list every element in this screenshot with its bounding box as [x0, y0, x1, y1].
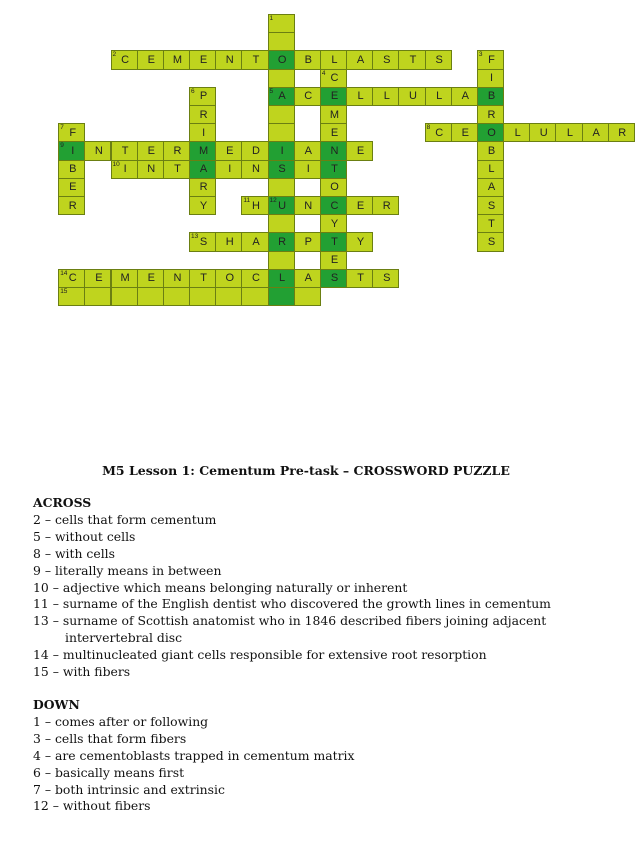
- grid-cell: [163, 141, 190, 160]
- cell-letter: A: [487, 181, 496, 194]
- cell-letter: Y: [356, 235, 365, 248]
- clue-number: 3: [478, 51, 483, 59]
- cell-letter: A: [304, 144, 312, 157]
- cell-letter: N: [173, 272, 182, 285]
- grid-cell: [294, 269, 321, 288]
- clue-across-9: 9 – literally means in between: [33, 562, 222, 578]
- grid-cell: [215, 287, 242, 306]
- clue-down-12: 12 – without fibers: [33, 798, 151, 814]
- grid-cell: [241, 196, 268, 215]
- grid-cell: [477, 50, 504, 69]
- grid-cell: [84, 287, 111, 306]
- cell-letter: L: [566, 126, 574, 139]
- cell-letter: U: [278, 199, 287, 212]
- cell-letter: R: [199, 108, 208, 121]
- down-heading: DOWN: [33, 697, 80, 712]
- grid-cell: [58, 196, 85, 215]
- grid-cell: [477, 141, 504, 160]
- grid-cell: [320, 196, 347, 215]
- cell-letter: T: [331, 163, 338, 176]
- clue-down-7: 7 – both intrinsic and extrinsic: [33, 781, 225, 797]
- grid-cell: [58, 141, 85, 160]
- grid-cell: [477, 232, 504, 251]
- page-title: M5 Lesson 1: Cementum Pre-task – CROSSWORD PUZZLE: [102, 463, 510, 478]
- clue-across-13: 13 – surname of Scottish anatomist who in 1846 described fibers joining adjacent: [33, 613, 547, 629]
- grid-cell: [137, 287, 164, 306]
- grid-cell: [137, 269, 164, 288]
- grid-cell: [241, 269, 268, 288]
- grid-cell: [241, 287, 268, 306]
- cell-letter: L: [331, 53, 338, 66]
- cell-letter: B: [487, 144, 496, 157]
- grid-cell: [346, 87, 373, 106]
- cell-letter: O: [487, 126, 496, 139]
- grid-cell: [137, 50, 164, 69]
- cell-letter: S: [435, 53, 443, 66]
- grid-cell: [58, 287, 85, 306]
- clue-across-15: 15 – with fibers: [33, 664, 131, 680]
- cell-letter: S: [330, 272, 339, 285]
- grid-cell: [477, 123, 504, 142]
- grid-cell: [320, 232, 347, 251]
- grid-cell: [268, 196, 295, 215]
- grid-cell: [372, 50, 399, 69]
- grid-cell: [189, 123, 216, 142]
- clue-number: 14: [60, 269, 68, 277]
- cell-letter: E: [69, 181, 77, 194]
- cell-letter: A: [356, 53, 365, 66]
- grid-cell: [268, 87, 295, 106]
- cell-letter: E: [330, 254, 339, 267]
- grid-cell: [241, 160, 268, 179]
- grid-cell: [320, 123, 347, 142]
- grid-cell: [582, 123, 609, 142]
- cell-letter: A: [278, 90, 286, 103]
- grid-cell: [425, 123, 452, 142]
- grid-cell: [111, 287, 138, 306]
- cell-letter: R: [199, 181, 208, 194]
- grid-cell: [320, 178, 347, 197]
- cell-letter: C: [252, 272, 260, 285]
- clue-number: 11: [243, 197, 251, 204]
- cell-letter: I: [280, 144, 284, 157]
- cell-letter: R: [68, 199, 77, 212]
- grid-cell: [215, 141, 242, 160]
- grid-cell: [320, 269, 347, 288]
- cell-letter: H: [225, 235, 234, 248]
- clue-across-2: 2 – cells that form cementum: [33, 511, 217, 527]
- grid-cell: [111, 50, 138, 69]
- clue-number: 1: [269, 15, 274, 22]
- cell-letter: N: [225, 53, 234, 66]
- grid-cell: [398, 50, 425, 69]
- grid-cell: [215, 50, 242, 69]
- cell-letter: I: [306, 163, 310, 176]
- cell-letter: S: [383, 53, 391, 66]
- cell-letter: R: [382, 199, 391, 212]
- cell-letter: N: [330, 144, 339, 157]
- cell-letter: N: [147, 163, 156, 176]
- cell-letter: Y: [199, 199, 208, 212]
- cell-letter: E: [330, 90, 339, 103]
- grid-cell: [294, 87, 321, 106]
- clue-down-1: 1 – comes after or following: [33, 713, 209, 729]
- grid-cell: [189, 196, 216, 215]
- cell-letter: N: [252, 163, 260, 176]
- grid-cell: [189, 287, 216, 306]
- grid-cell: [268, 251, 295, 270]
- clue-across-8: 8 – with cells: [33, 545, 115, 561]
- grid-cell: [111, 269, 138, 288]
- grid-cell: [320, 141, 347, 160]
- grid-cell: [215, 269, 242, 288]
- cell-letter: O: [225, 272, 235, 285]
- grid-cell: [268, 69, 295, 88]
- cell-letter: I: [202, 126, 206, 139]
- cell-letter: E: [199, 53, 208, 66]
- cell-letter: E: [356, 144, 365, 157]
- across-heading: ACROSS: [33, 495, 92, 510]
- grid-cell: [241, 232, 268, 251]
- cell-letter: E: [147, 53, 155, 66]
- grid-cell: [163, 160, 190, 179]
- cell-letter: N: [94, 144, 103, 157]
- clue-down-3: 3 – cells that form fibers: [33, 730, 187, 746]
- cell-letter: F: [69, 126, 77, 139]
- grid-cell: [189, 178, 216, 197]
- grid-cell: [346, 232, 373, 251]
- cell-letter: A: [592, 126, 600, 139]
- cell-letter: E: [461, 126, 469, 139]
- cell-letter: C: [435, 126, 444, 139]
- grid-cell: [268, 287, 295, 306]
- grid-cell: [320, 50, 347, 69]
- grid-cell: [320, 251, 347, 270]
- grid-cell: [268, 141, 295, 160]
- clue-across-11: 11 – surname of the English dentist who discovered the growth lines in cementum: [33, 596, 551, 612]
- grid-cell: [425, 87, 452, 106]
- cell-letter: T: [121, 144, 129, 157]
- cell-letter: A: [461, 90, 469, 103]
- grid-cell: [529, 123, 556, 142]
- grid-cell: [163, 269, 190, 288]
- grid-cell: [163, 287, 190, 306]
- grid-cell: [555, 123, 582, 142]
- cell-letter: B: [69, 163, 77, 176]
- cell-letter: L: [436, 90, 443, 103]
- clue-across-13-continued: intervertebral disc: [65, 630, 183, 646]
- grid-cell: [477, 214, 504, 233]
- grid-cell: [477, 196, 504, 215]
- grid-cell: [372, 269, 399, 288]
- cell-letter: E: [95, 272, 103, 285]
- cell-letter: B: [304, 53, 312, 66]
- cell-letter: S: [487, 235, 496, 248]
- clue-number: 5: [269, 87, 274, 95]
- grid-cell: [346, 50, 373, 69]
- cell-letter: B: [487, 90, 496, 103]
- grid-cell: [84, 269, 111, 288]
- grid-cell: [268, 32, 295, 51]
- grid-cell: [294, 160, 321, 179]
- cell-letter: R: [278, 235, 287, 248]
- clue-number: 6: [191, 87, 195, 95]
- cell-letter: T: [252, 53, 260, 66]
- cell-letter: C: [304, 90, 313, 103]
- grid-cell: [294, 196, 321, 215]
- grid-cell: [451, 87, 478, 106]
- grid-cell: [477, 87, 504, 106]
- cell-letter: C: [330, 72, 339, 85]
- cell-letter: O: [277, 53, 287, 66]
- grid-cell: [477, 178, 504, 197]
- grid-cell: [84, 141, 111, 160]
- cell-letter: F: [488, 53, 495, 66]
- grid-cell: [111, 160, 138, 179]
- grid-cell: [215, 232, 242, 251]
- clue-number: 7: [60, 124, 64, 132]
- cell-letter: T: [331, 235, 338, 248]
- grid-cell: [320, 87, 347, 106]
- cell-letter: T: [200, 272, 207, 285]
- clue-number: 9: [60, 142, 64, 150]
- grid-cell: [294, 50, 321, 69]
- cell-letter: M: [120, 272, 130, 285]
- cell-letter: A: [252, 235, 260, 248]
- clue-number: 2: [112, 51, 117, 59]
- clue-across-10: 10 – adjective which means belonging naturally or inherent: [33, 579, 408, 595]
- cell-letter: S: [199, 235, 208, 248]
- grid-cell: [268, 50, 295, 69]
- cell-letter: E: [147, 272, 155, 285]
- cell-letter: C: [121, 53, 130, 66]
- cell-letter: U: [539, 126, 548, 139]
- cell-letter: T: [357, 272, 364, 285]
- cell-letter: L: [488, 163, 495, 176]
- grid-cell: [58, 160, 85, 179]
- clue-across-5: 5 – without cells: [33, 528, 136, 544]
- grid-cell: [268, 14, 295, 33]
- grid-cell: [268, 123, 295, 142]
- grid-cell: [189, 50, 216, 69]
- grid-cell: [189, 269, 216, 288]
- grid-cell: [477, 160, 504, 179]
- cell-letter: L: [357, 90, 364, 103]
- grid-cell: [320, 105, 347, 124]
- grid-cell: [477, 105, 504, 124]
- grid-cell: [294, 287, 321, 306]
- cell-letter: Y: [330, 217, 339, 230]
- grid-cell: [268, 178, 295, 197]
- grid-cell: [268, 160, 295, 179]
- cell-letter: T: [409, 53, 417, 66]
- across-clues: [33, 495, 603, 681]
- grid-cell: [320, 214, 347, 233]
- grid-cell: [111, 141, 138, 160]
- cell-letter: U: [409, 90, 417, 103]
- cell-letter: H: [252, 199, 260, 212]
- grid-cell: [346, 269, 373, 288]
- cell-letter: M: [199, 144, 209, 157]
- cell-letter: L: [279, 272, 286, 285]
- cell-letter: M: [172, 53, 183, 66]
- grid-cell: [477, 69, 504, 88]
- cell-letter: R: [173, 144, 182, 157]
- cell-letter: R: [487, 108, 496, 121]
- cell-letter: D: [252, 144, 260, 157]
- grid-cell: [346, 196, 373, 215]
- grid-cell: [241, 141, 268, 160]
- grid-cell: [241, 50, 268, 69]
- cell-letter: R: [618, 126, 627, 139]
- cell-letter: S: [278, 163, 286, 176]
- cell-letter: T: [488, 217, 495, 230]
- grid-cell: [608, 123, 635, 142]
- grid-cell: [189, 87, 216, 106]
- cell-letter: S: [487, 199, 496, 212]
- grid-cell: [268, 214, 295, 233]
- clue-number: 15: [60, 288, 68, 295]
- grid-cell: [215, 160, 242, 179]
- grid-cell: [189, 141, 216, 160]
- grid-cell: [268, 105, 295, 124]
- cell-letter: S: [383, 272, 391, 285]
- cell-letter: T: [174, 163, 181, 176]
- cell-letter: P: [199, 90, 208, 103]
- clue-number: 10: [112, 160, 120, 168]
- grid-cell: [137, 160, 164, 179]
- cell-letter: I: [123, 163, 127, 176]
- grid-cell: [372, 196, 399, 215]
- cell-letter: O: [330, 181, 339, 194]
- grid-cell: [320, 160, 347, 179]
- grid-cell: [294, 232, 321, 251]
- clue-number: 4: [321, 69, 326, 77]
- grid-cell: [163, 50, 190, 69]
- grid-cell: [268, 269, 295, 288]
- clue-down-6: 6 – basically means first: [33, 764, 185, 780]
- clue-number: 13: [191, 233, 199, 241]
- cell-letter: N: [304, 199, 313, 212]
- grid-cell: [425, 50, 452, 69]
- grid-cell: [58, 269, 85, 288]
- cell-letter: P: [304, 235, 312, 248]
- grid-cell: [294, 141, 321, 160]
- clue-down-4: 4 – are cementoblasts trapped in cementum matrix: [33, 747, 355, 763]
- cell-letter: E: [147, 144, 155, 157]
- cell-letter: M: [329, 108, 340, 121]
- grid-cell: [189, 105, 216, 124]
- cell-letter: L: [383, 90, 390, 103]
- grid-cell: [503, 123, 530, 142]
- cell-letter: A: [304, 272, 312, 285]
- cell-letter: C: [330, 199, 339, 212]
- cell-letter: I: [71, 144, 75, 157]
- down-clues: [33, 697, 603, 815]
- grid-cell: [346, 141, 373, 160]
- cell-letter: A: [199, 163, 208, 176]
- cell-letter: E: [330, 126, 339, 139]
- cell-letter: C: [68, 272, 77, 285]
- clue-number: 8: [426, 124, 431, 132]
- grid-cell: [137, 141, 164, 160]
- grid-cell: [58, 123, 85, 142]
- grid-cell: [451, 123, 478, 142]
- grid-cell: [189, 160, 216, 179]
- grid-cell: [372, 87, 399, 106]
- grid-cell: [398, 87, 425, 106]
- clue-across-14: 14 – multinucleated giant cells responsible for extensive root resorption: [33, 647, 487, 663]
- cell-letter: E: [356, 199, 365, 212]
- cell-letter: I: [228, 163, 232, 176]
- grid-cell: [189, 232, 216, 251]
- cell-letter: I: [489, 72, 494, 85]
- grid-cell: [58, 178, 85, 197]
- grid-cell: [268, 232, 295, 251]
- grid-cell: [320, 69, 347, 88]
- cell-letter: L: [514, 126, 521, 139]
- clue-number: 12: [269, 197, 277, 204]
- cell-letter: E: [226, 144, 234, 157]
